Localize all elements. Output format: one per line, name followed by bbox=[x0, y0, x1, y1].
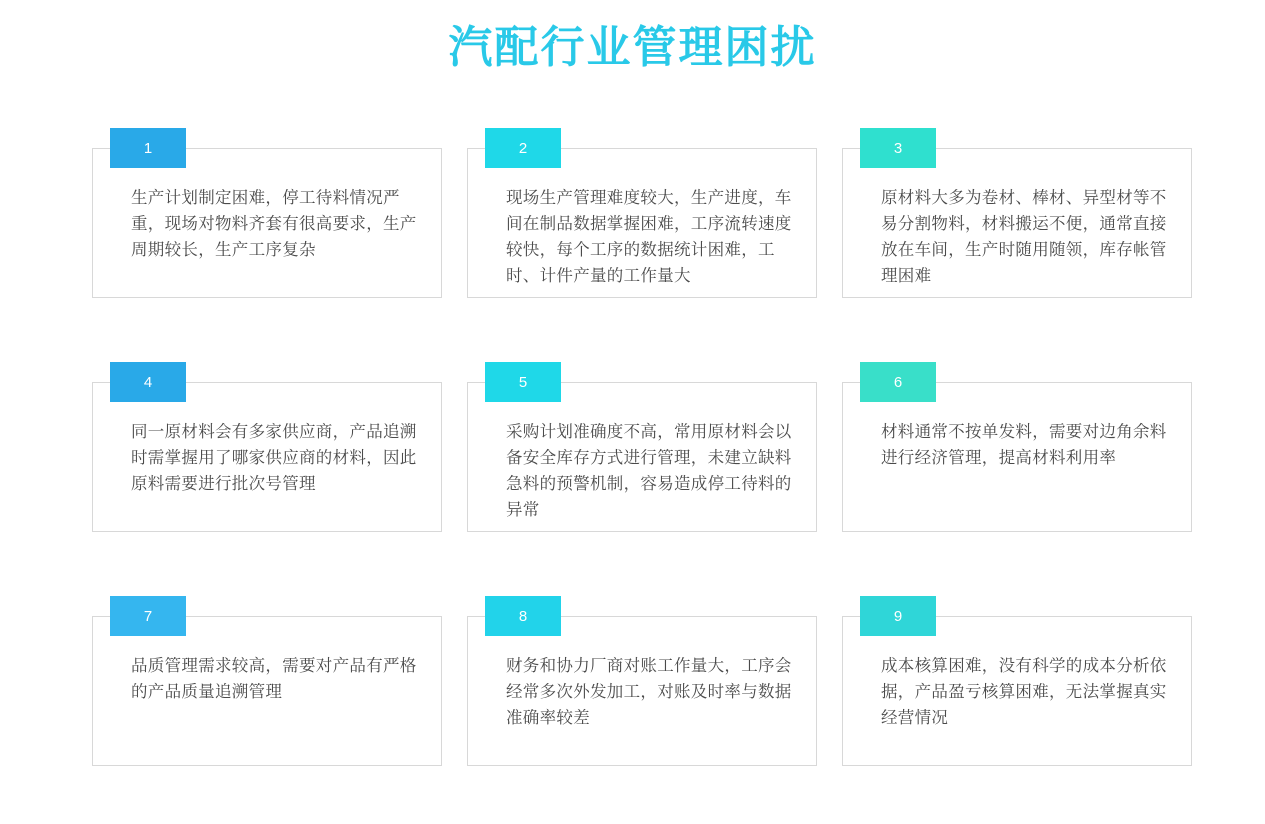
card-text: 成本核算困难，没有科学的成本分析依据，产品盈亏核算困难，无法掌握真实经营情况 bbox=[881, 657, 1167, 727]
page-title: 汽配行业管理困扰 bbox=[448, 23, 817, 72]
card-text: 财务和协力厂商对账工作量大，工序会经常多次外发加工，对账及时率与数据准确率较差 bbox=[506, 657, 792, 727]
card-item bbox=[467, 596, 817, 786]
card-item bbox=[92, 596, 442, 786]
card-number-badge: 5 bbox=[485, 362, 561, 402]
card-body bbox=[467, 148, 817, 298]
card-number-badge: 8 bbox=[485, 596, 561, 636]
card-body bbox=[842, 148, 1192, 298]
card-body bbox=[92, 148, 442, 298]
card-text: 同一原材料会有多家供应商，产品追溯时需掌握用了哪家供应商的材料，因此原料需要进行批次号管理 bbox=[131, 423, 417, 493]
card-number-badge: 4 bbox=[110, 362, 186, 402]
card-body bbox=[92, 616, 442, 766]
card-text: 原材料大多为卷材、棒材、异型材等不易分割物料，材料搬运不便，通常直接放在车间，生产时随用随领，库存帐管理困难 bbox=[881, 189, 1167, 285]
card-number-badge: 1 bbox=[110, 128, 186, 168]
card-text: 材料通常不按单发料，需要对边角余料进行经济管理，提高材料利用率 bbox=[881, 423, 1167, 467]
card-text: 品质管理需求较高，需要对产品有严格的产品质量追溯管理 bbox=[131, 657, 417, 701]
card-number-badge: 9 bbox=[860, 596, 936, 636]
card-text: 生产计划制定困难，停工待料情况严重，现场对物料齐套有很高要求，生产周期较长，生产工序复杂 bbox=[131, 189, 417, 259]
card-body bbox=[92, 382, 442, 532]
card-number-badge: 3 bbox=[860, 128, 936, 168]
card-number-badge: 7 bbox=[110, 596, 186, 636]
card-item bbox=[92, 362, 442, 552]
card-text: 现场生产管理难度较大，生产进度，车间在制品数据掌握困难，工序流转速度较快，每个工序的数据统计困难，工时、计件产量的工作量大 bbox=[506, 189, 792, 285]
card-text: 采购计划准确度不高，常用原材料会以备安全库存方式进行管理，未建立缺料急料的预警机制，容易造成停工待料的异常 bbox=[506, 423, 792, 519]
card-body bbox=[842, 382, 1192, 532]
card-item bbox=[842, 128, 1192, 318]
card-body bbox=[467, 616, 817, 766]
card-number-badge: 6 bbox=[860, 362, 936, 402]
card-item bbox=[92, 128, 442, 318]
card-body bbox=[467, 382, 817, 532]
card-number-badge: 2 bbox=[485, 128, 561, 168]
card-item bbox=[842, 596, 1192, 786]
card-item bbox=[842, 362, 1192, 552]
card-item bbox=[467, 128, 817, 318]
cards-grid bbox=[92, 128, 1192, 824]
card-body bbox=[842, 616, 1192, 766]
card-item bbox=[467, 362, 817, 552]
